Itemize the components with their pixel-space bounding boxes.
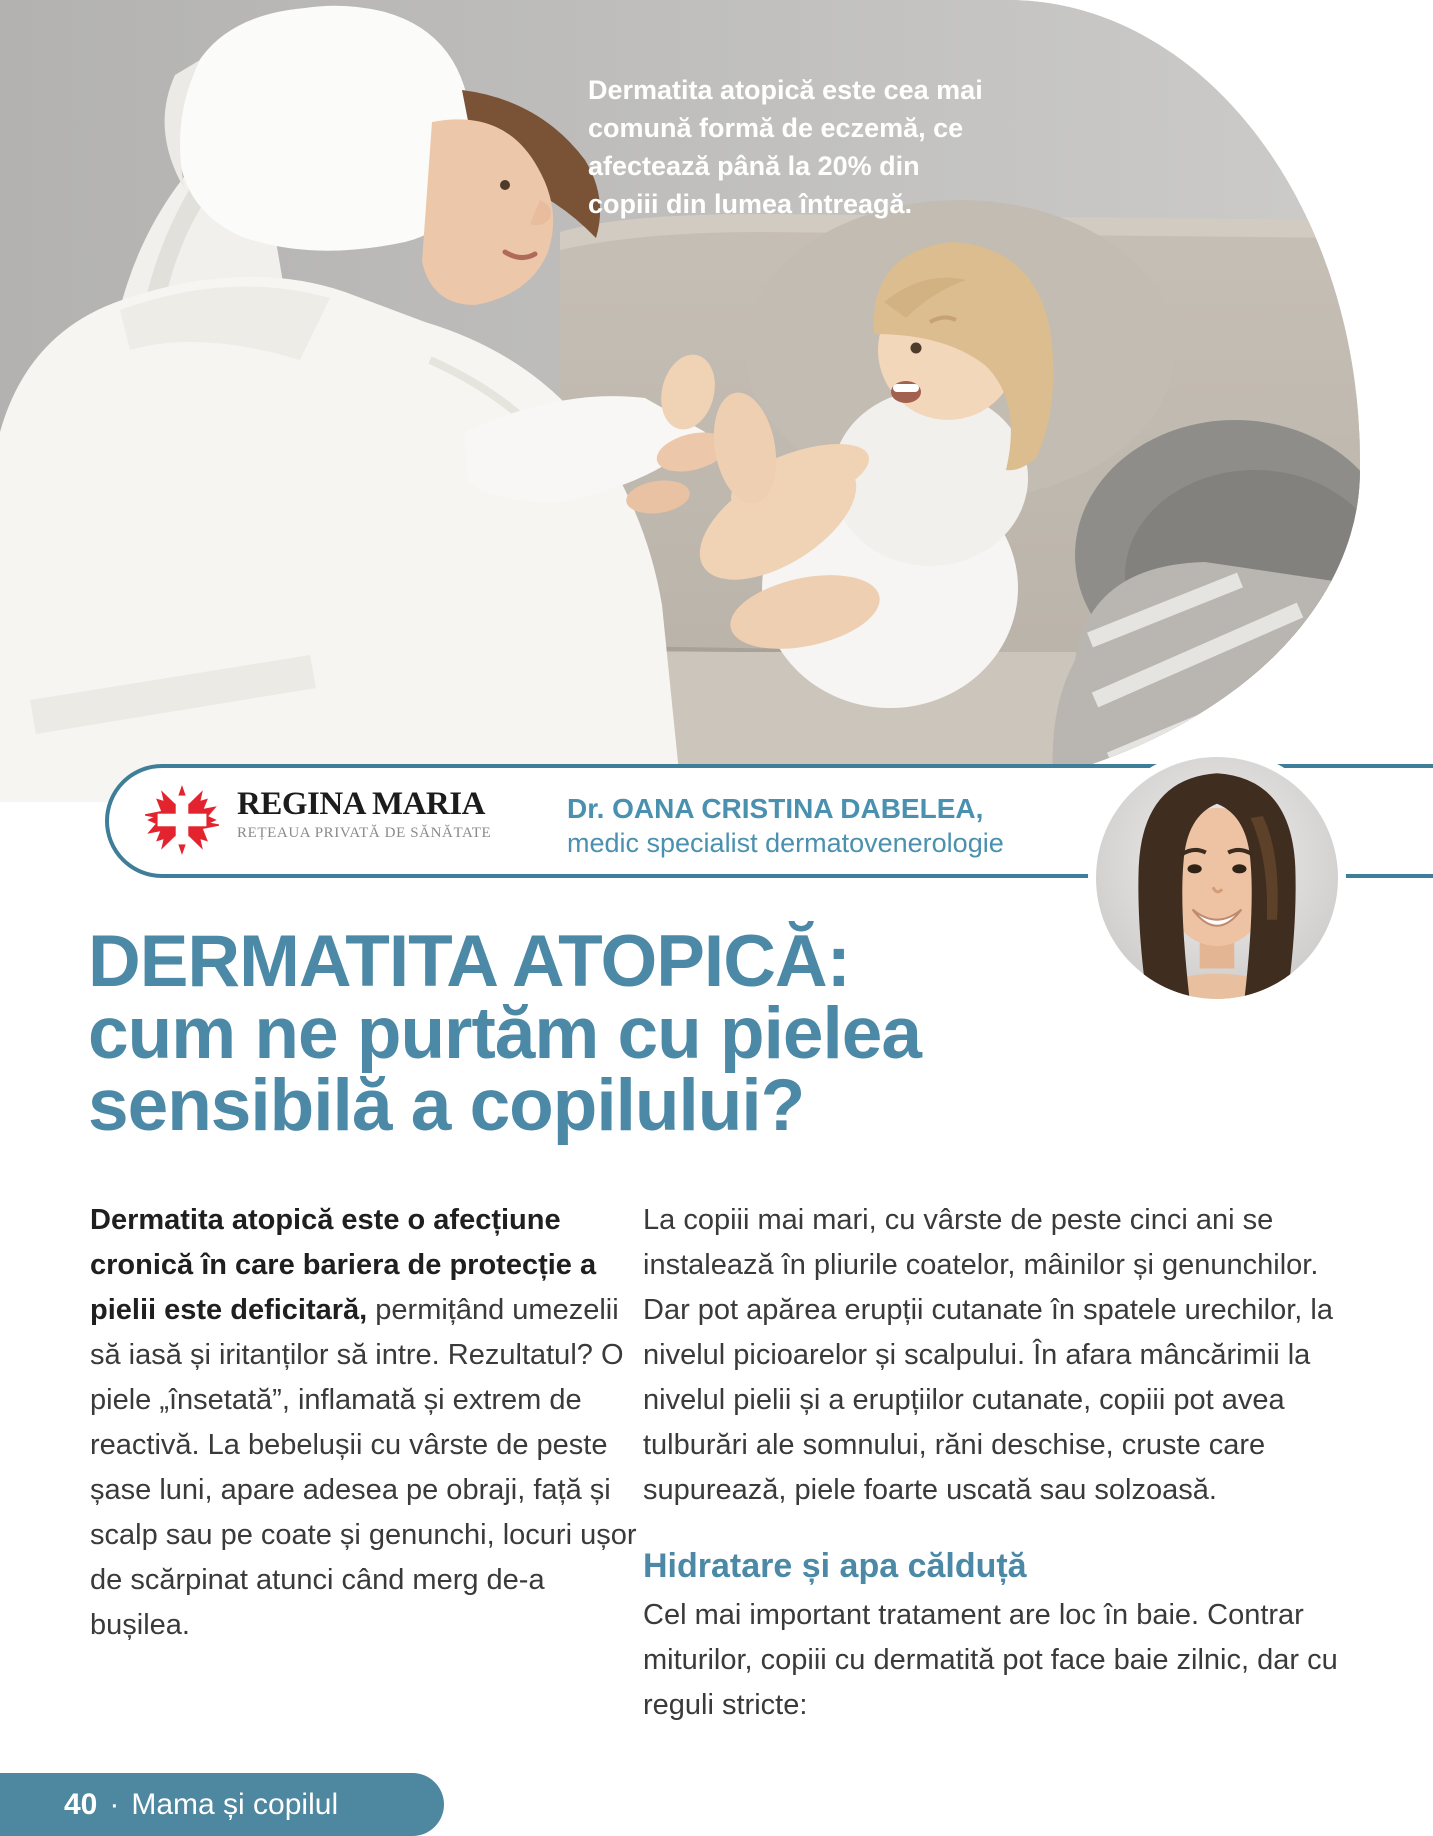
doctor-specialty: medic specialist dermatovenerologie [567,828,1004,858]
doctor-portrait-illustration [1096,757,1338,999]
article-title-line3: sensibilă a copilului? [88,1065,805,1146]
article-title-line1: DERMATITA ATOPICĂ: [88,921,850,1002]
regina-maria-logo [237,784,491,843]
article-title [88,921,921,1146]
magazine-section-title: Mama și copilul [131,1788,339,1821]
page-number: 40 [64,1788,98,1821]
article-title-line2: cum ne purtăm cu pielea [88,993,921,1074]
body-paragraph-2: Cel mai important tratament are loc în baie. Contrar miturilor, copiii cu dermatită pot face baie zilnic, dar cu reguli stricte: [643,1599,1338,1721]
footer-separator: · [109,1788,120,1821]
regina-maria-star-icon [145,783,219,857]
hero-overlay-caption: Dermatita atopică este cea mai comună formă de eczemă, ce afectează până la 20% din copiii din lumea întreagă. [588,75,983,219]
lead-paragraph-rest: permițând umezelii să iasă și iritanților să intre. Rezultatul? O piele „însetată”, inflamată și extrem de reactivă. La bebelușii cu vârste de peste șase luni, apare adesea pe obraji, față și scalp sau pe coate și genunchi, locuri ușor de scărpinat atunci când merg de-a bușilea. [90,1294,637,1641]
hero-photo [0,0,1360,802]
section-subheading: Hidratare și apa călduță [643,1547,1027,1585]
lead-paragraph [90,1198,652,1648]
page-footer [0,1773,444,1836]
article-column-right [643,1198,1343,1728]
doctor-credit [567,792,1004,860]
lead-paragraph-bold: Dermatita atopică este o afecțiune cronică în care bariera de protecție a pielii este deficitară, [90,1204,597,1326]
logo-name: REGINA MARIA [237,786,485,822]
doctor-portrait [1088,749,1346,1007]
body-paragraph-1: La copiii mai mari, cu vârste de peste cinci ani se instalează în pliurile coatelor, mâinilor și genunchilor. Dar pot apărea erupții cutanate în spatele urechilor, la nivelul picioarelor și scalpului. În afara mâncărimii la nivelul pielii și a erupțiilor cutanate, copiii pot avea tulburări ale somnului, răni deschise, cruste care supurează, piele foarte uscată sau solzoasă. [643,1204,1333,1506]
logo-tagline: REȚEAUA PRIVATĂ DE SĂNĂTATE [237,825,492,841]
doctor-name: Dr. OANA CRISTINA DABELEA, [567,793,984,824]
article-column-left [90,1198,652,1648]
